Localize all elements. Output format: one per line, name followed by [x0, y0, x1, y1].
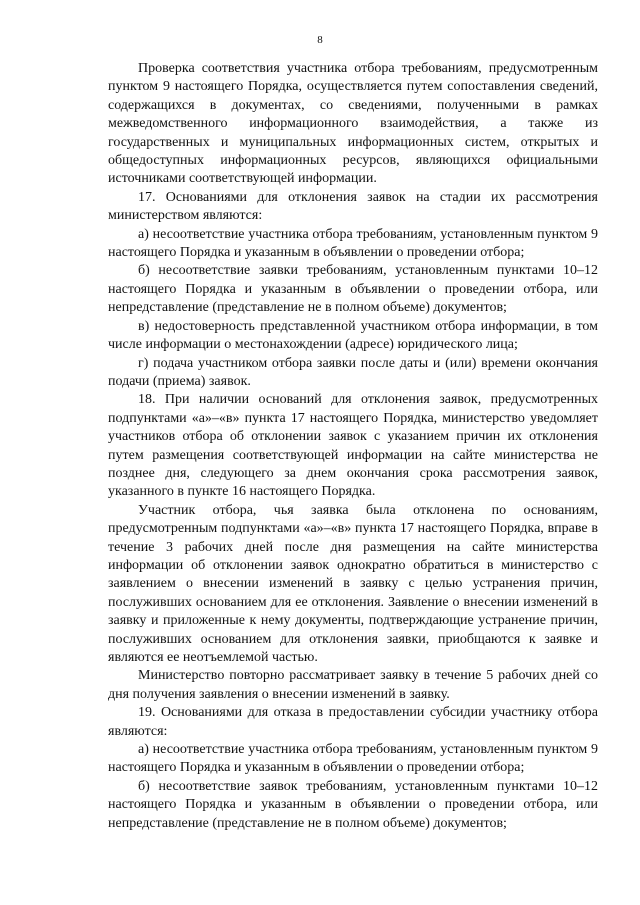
paragraph-17-g: г) подача участником отбора заявки после даты и (или) времени окончания подачи (приема) заявок.: [108, 355, 598, 389]
document-body: [108, 60, 598, 833]
paragraph-17-a: а) несоответствие участника отбора требованиям, установленным пунктом 9 настоящего Порядка и указанным в объявлении о проведении отбора;: [108, 226, 598, 261]
paragraph-19-b: б) несоответствие заявок требованиям, установленным пунктами 10–12 настоящего Порядка и указанным в объявлении о проведении отбора, или непредставление (представление не в полном объеме) документов;: [108, 778, 598, 831]
paragraph-19-heading: 19. Основаниями для отказа в предоставлении субсидии участнику отбора являются:: [108, 705, 598, 739]
paragraph-19-a: а) несоответствие участника отбора требованиям, установленным пунктом 9 настоящего Порядка и указанным в объявлении о проведении отбора;: [108, 742, 598, 776]
paragraph-18-repeat-review: Министерство повторно рассматривает заявку в течение 5 рабочих дней со дня получения заявления о внесении изменений в заявку.: [108, 668, 598, 702]
paragraph-17-b: б) несоответствие заявки требованиям, установленным пунктами 10–12 настоящего Порядка и указанным в объявлении о проведении отбора, или непредставление (представление не в полном объеме) документов;: [108, 263, 598, 316]
paragraph-18-participant: Участник отбора, чья заявка была отклонена по основаниям, предусмотренным подпунктами «а»–«в» пункта 17 настоящего Порядка, вправе в течение 3 рабочих дней после дня размещения на сайте министерства информации об отклонении заявок однократно обратиться в министерство с заявлением о внесении изменений в заявку с целью устранения причин, послуживших основанием для ее отклонения. Заявление о внесении изменений в заявку и приложенные к нему документы, подтверждающие устранение причин, послуживших основанием для отклонения заявки, приобщаются к заявке и являются ее неотъемлемой частью.: [108, 502, 598, 665]
paragraph-17-heading: 17. Основаниями для отклонения заявок на стадии их рассмотрения министерством являются:: [108, 189, 598, 224]
paragraph-17-v: в) недостоверность представленной участником отбора информации, в том числе информации о местонахождении (адресе) юридического лица;: [108, 318, 598, 353]
paragraph-18: 18. При наличии оснований для отклонения заявок, предусмотренных подпунктами «а»–«в» пункта 17 настоящего Порядка, министерство уведомляет участников отбора об отклонении заявок с указанием причин их отклонения путем размещения соответствующей информации на сайте министерства не позднее дня, следующего за днем окончания срока рассмотрения заявок, указанного в пункте 16 настоящего Порядка.: [108, 392, 598, 500]
page-number: 8: [317, 34, 323, 46]
paragraph-verification: Проверка соответствия участника отбора требованиям, предусмотренным пунктом 9 настоящего Порядка, осуществляется путем сопоставления сведений, содержащихся в документах, со сведениями, полученными в рамках межведомственного информационного взаимодействия, а также из государственных и муниципальных информационных систем, открытых и общедоступных информационных ресурсов, являющихся официальными источниками соответствующей информации.: [108, 61, 598, 187]
